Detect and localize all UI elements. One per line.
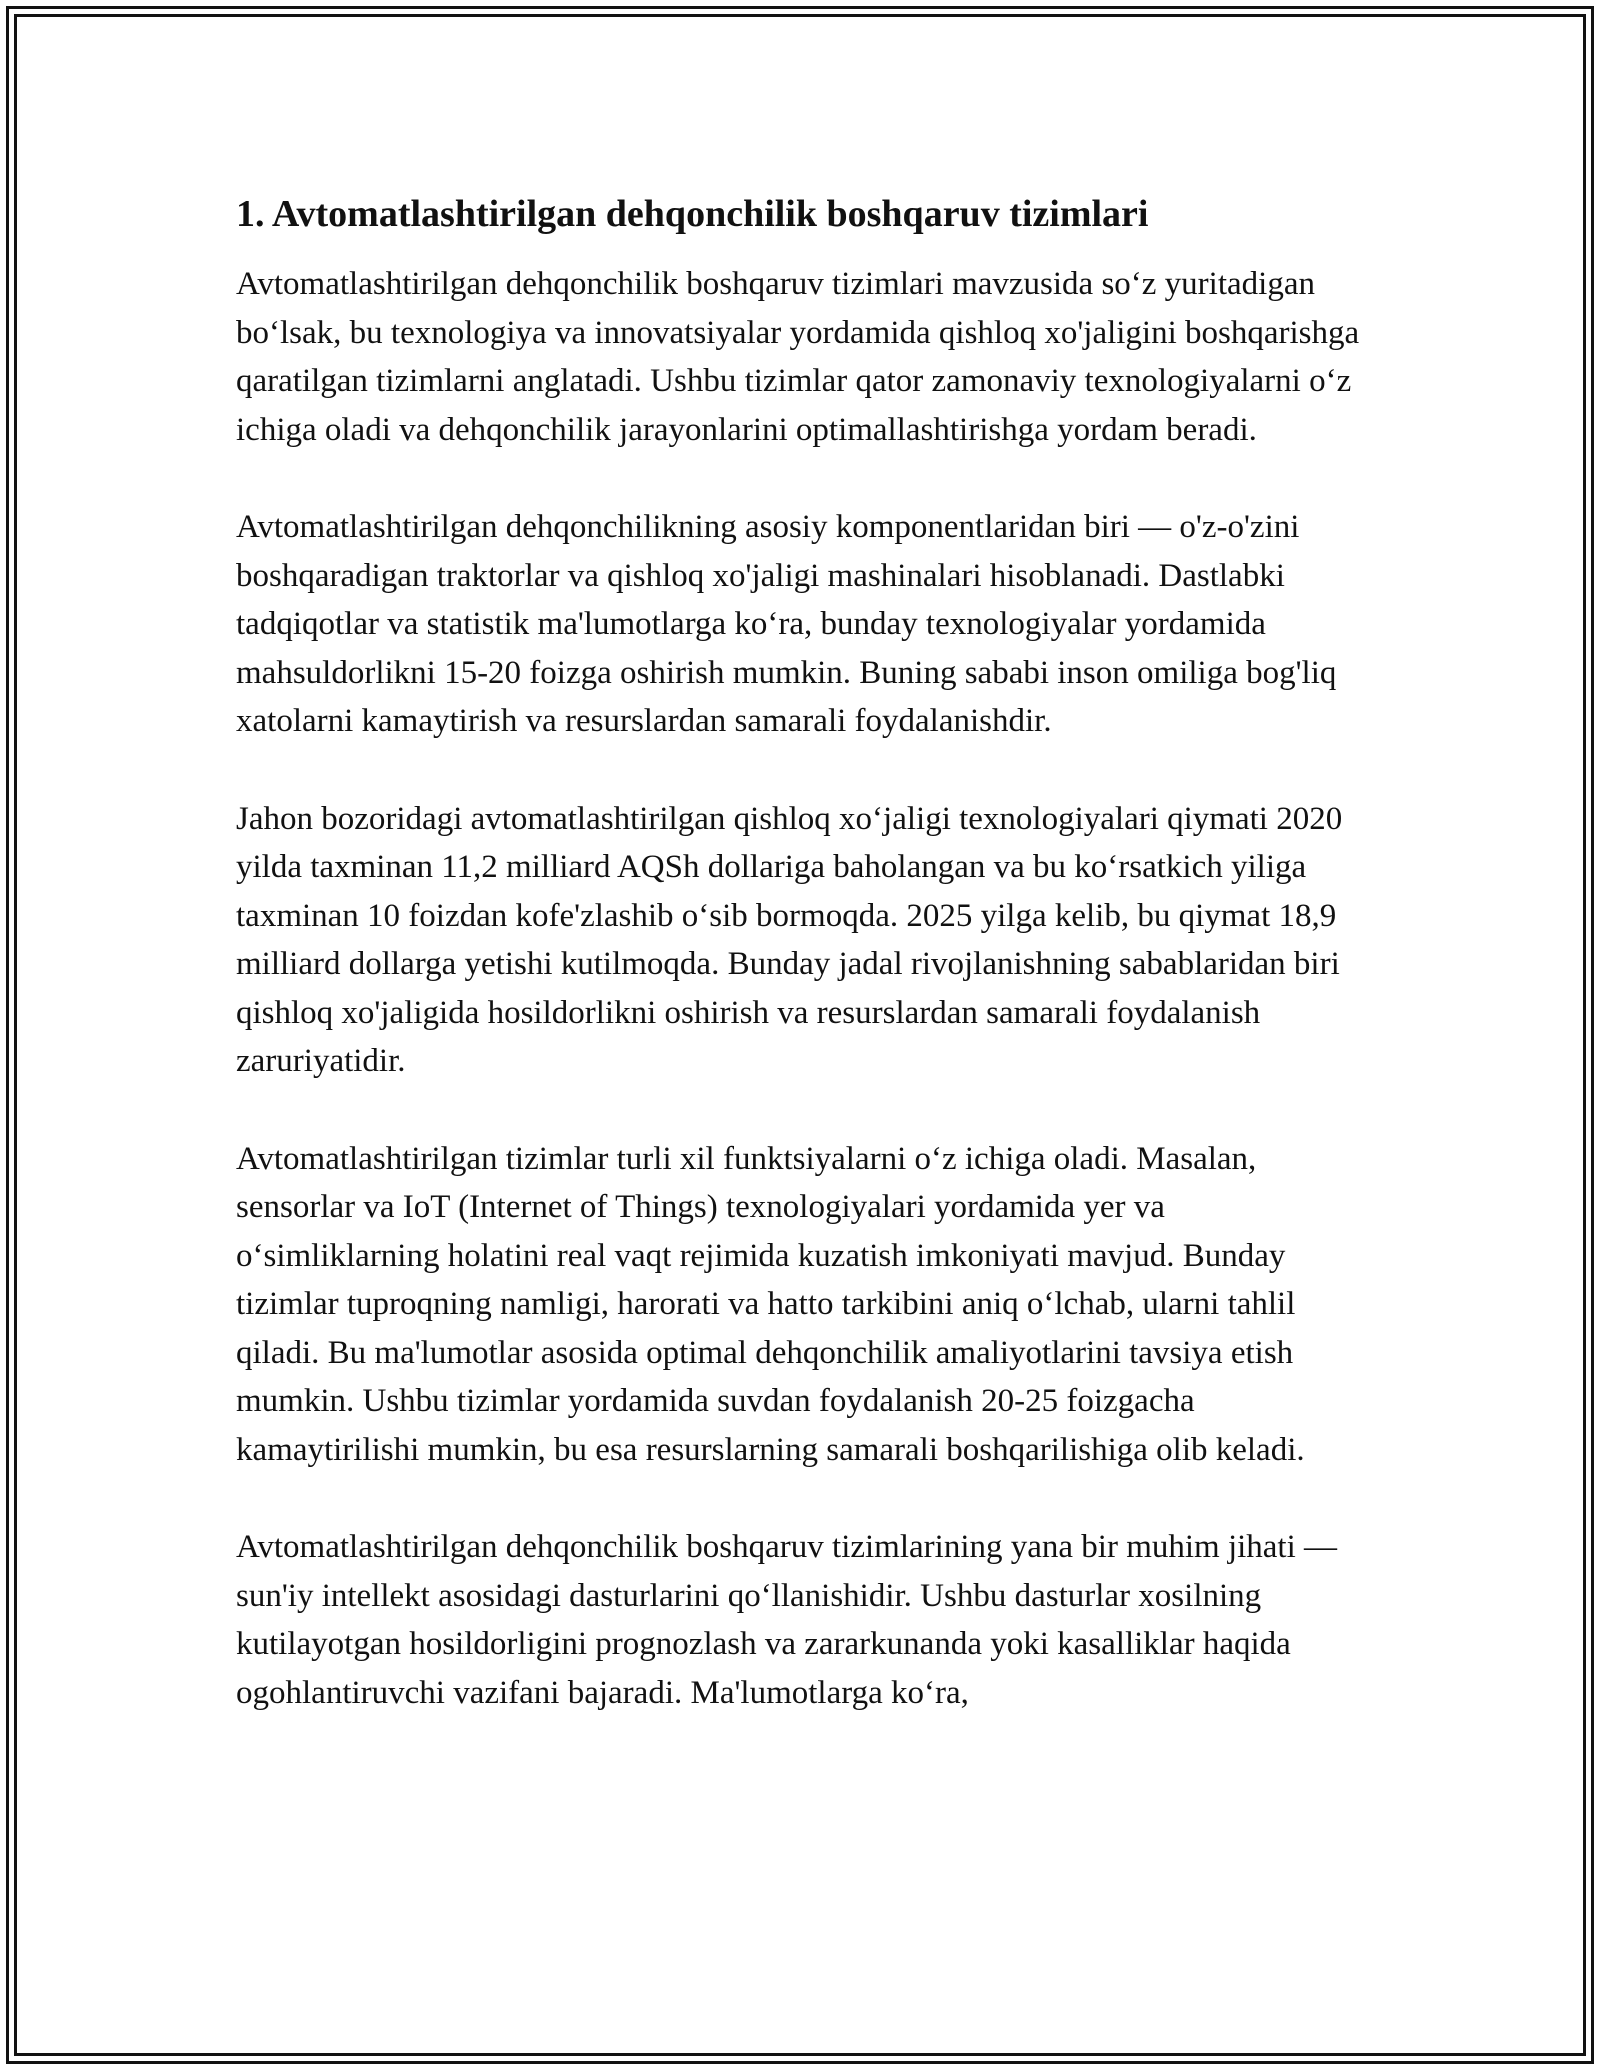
paragraph-5: Avtomatlashtirilgan dehqonchilik boshqaruv tizimlarining yana bir muhim jihati — sun'iy intellekt asosidagi dasturlarini qo‘llanishidir. Ushbu dasturlar xosilning kutilayotgan hosildorligini prognozlash va zararkunanda yoki kasalliklar haqida ogohlantiruvchi vazifani bajaradi. Ma'lumotlarga ko‘ra,	[236, 1529, 1338, 1711]
paragraph-4: Avtomatlashtirilgan tizimlar turli xil funktsiyalarni o‘z ichiga oladi. Masalan, sensorlar va IoT (Internet of Things) texnologiyalari yordamida yer va o‘simliklarning holatini real vaqt rejimida kuzatish imkoniyati mavjud. Bunday tizimlar tuproqning namligi, harorati va hatto tarkibini aniq o‘lchab, ularni tahlil qiladi. Bu ma'lumotlar asosida optimal dehqonchilik amaliyotlarini tavsiya etish mumkin. Ushbu tizimlar yordamida suvdan foydalanish 20-25 foizgacha kamaytirilishi mumkin, bu esa resurslarning samarali boshqarilishiga olib keladi.	[236, 1140, 1305, 1468]
paragraph-1: Avtomatlashtirilgan dehqonchilik boshqaruv tizimlari mavzusida so‘z yuritadigan bo‘lsak, bu texnologiya va innovatsiyalar yordamida qishloq xo'jaligini boshqarishga qaratilgan tizimlarni anglatadi. Ushbu tizimlar qator zamonaviy texnologiyalarni o‘z ichiga oladi va dehqonchilik jarayonlarini optimallashtirishga yordam beradi.	[236, 266, 1360, 448]
paragraph-3: Jahon bozoridagi avtomatlashtirilgan qishloq xo‘jaligi texnologiyalari qiymati 2020 yilda taxminan 11,2 milliard AQSh dollariga baholangan va bu ko‘rsatkich yiliga taxminan 10 foizdan kofe'zlashib o‘sib bormoqda. 2025 yilga kelib, bu qiymat 18,9 milliard dollarga yetishi kutilmoqda. Bunday jadal rivojlanishning sabablaridan biri qishloq xo'jaligida hosildorlikni oshirish va resurslardan samarali foydalanish zaruriyatidir.	[236, 800, 1343, 1079]
section-heading: 1. Avtomatlashtirilgan dehqonchilik boshqaruv tizimlari	[236, 193, 1149, 235]
document-body	[236, 188, 1376, 1766]
paragraph-2: Avtomatlashtirilgan dehqonchilikning asosiy komponentlaridan biri — o'z-o'zini boshqaradigan traktorlar va qishloq xo'jaligi mashinalari hisoblanadi. Dastlabki tadqiqotlar va statistik ma'lumotlarga ko‘ra, bunday texnologiyalar yordamida mahsuldorlikni 15-20 foizga oshirish mumkin. Buning sababi inson omiliga bog'liq xatolarni kamaytirish va resurslardan samarali foydalanishdir.	[236, 509, 1337, 739]
